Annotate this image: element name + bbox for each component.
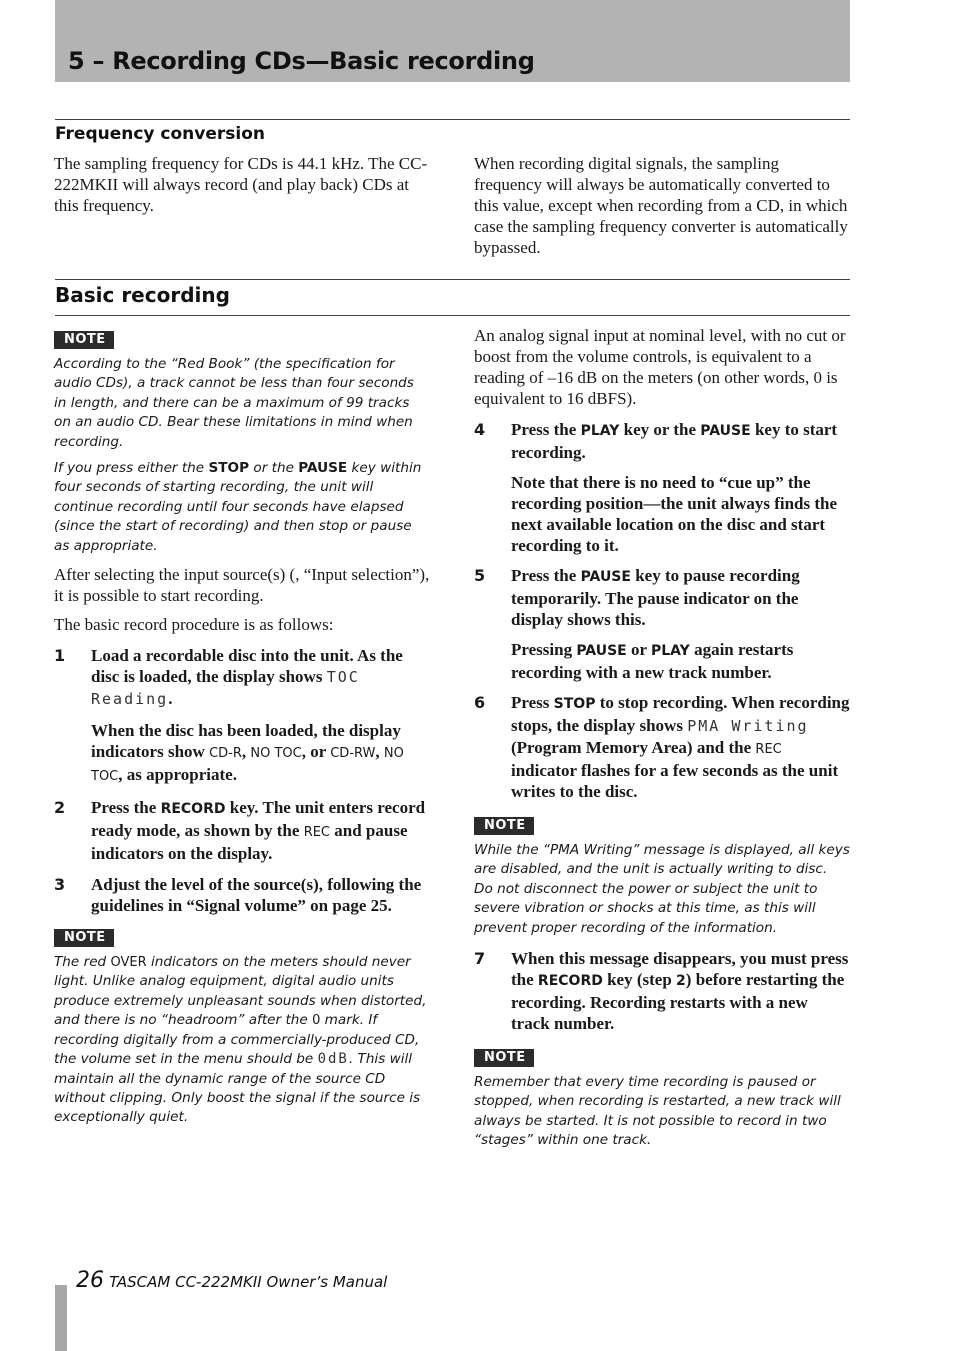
- footer-bar: [55, 1285, 67, 1351]
- note-badge: NOTE: [474, 1049, 534, 1067]
- section-heading-frequency-conversion: Frequency conversion: [55, 124, 266, 144]
- record-key-label: RECORD: [160, 801, 226, 818]
- note-new-track: Remember that every time recording is paused or stopped, when recording is restarted, a new track will always be started. It is not possible to record in two “stages” within one track.: [474, 1074, 841, 1149]
- chapter-title: 5 – Recording CDs—Basic recording: [68, 47, 535, 75]
- step-5: 5 Press the PAUSE key to pause recording temporarily. The pause indicator on the display shows this.: [474, 566, 800, 629]
- step-5-detail: Pressing PAUSE or PLAY again restarts recording with a new track number.: [511, 640, 794, 682]
- manual-title: TASCAM CC-222MKII Owner’s Manual: [109, 1273, 388, 1291]
- basic-recording-right-column: [474, 325, 850, 1151]
- lcd-text: PMA Writing: [687, 717, 809, 735]
- step-7: 7 When this message disappears, you must press the RECORD key (step 2) before restarting the recording. Recording restarts with a new track number.: [474, 949, 849, 1034]
- section-divider: [55, 279, 850, 280]
- note-stop-pause: If you press either the STOP or the PAUSE key within four seconds of starting recording, the unit will continue recording until four seconds have elapsed (since the start of recording) and then stop or pause as appropriate.: [54, 460, 422, 554]
- step-number: 5: [474, 566, 486, 585]
- step-number: 2: [54, 798, 66, 818]
- note-red-book: According to the “Red Book” (the specification for audio CDs), a track cannot be less than four seconds in length, and there can be a maximum of 99 tracks on an audio CD. Bear these limitations in mind when recording.: [54, 356, 414, 450]
- step-1: 1 Load a recordable disc into the unit. As the disc is loaded, the display shows TOC Reading.: [54, 646, 403, 709]
- step-1-detail: When the disc has been loaded, the display indicators show CD-R, NO TOC, or CD-RW, NO TOC, as appropriate.: [91, 721, 404, 785]
- page-footer: [76, 1268, 387, 1293]
- step-number: 6: [474, 693, 486, 712]
- step-number: 7: [474, 949, 486, 969]
- pause-key-label: PAUSE: [298, 460, 348, 477]
- stop-key-label: STOP: [208, 460, 250, 477]
- pause-key-label: PAUSE: [580, 569, 631, 585]
- step-2: 2 Press the RECORD key. The unit enters record ready mode, as shown by the REC and pause indicators on the display.: [54, 798, 426, 864]
- step-number: 3: [54, 875, 66, 895]
- note-badge: NOTE: [54, 929, 114, 947]
- stop-key-label: STOP: [553, 696, 596, 712]
- note-pma-writing: While the “PMA Writing” message is displayed, all keys are disabled, and the unit is actually writing to disc. Do not disconnect the power or subject the unit to severe vibration or shocks at this time, as this will prevent proper recording of the information.: [474, 842, 850, 936]
- note-badge: NOTE: [474, 817, 534, 835]
- step-6: 6 Press STOP to stop recording. When recording stops, the display shows PMA Writing (Program Memory Area) and the REC indicator flashes for a few seconds as the unit writes to the disc.: [474, 693, 850, 801]
- record-key-label: RECORD: [537, 973, 603, 990]
- step-4-detail: Note that there is no need to “cue up” the recording position—the unit always finds the next available location on the disc and start recording to it.: [511, 473, 838, 555]
- analog-level-paragraph: An analog signal input at nominal level, with no cut or boost from the volume controls, is equivalent to a reading of –16 dB on the meters (on other words, 0 is equivalent to 16 dBFS).: [474, 326, 846, 408]
- note-over-indicators: The red OVER indicators on the meters should never light. Unlike analog equipment, digital audio units produce extremely unpleasant sounds when distorted, and there is no “headroom” after the 0 mark. If recording digitally from a commercially-produced CD, the volume set in the menu should be 0dB. This will maintain all the dynamic range of the source CD without clipping. Only boost the signal if the source is exceptionally quiet.: [54, 954, 427, 1126]
- frequency-left-column: [54, 153, 430, 216]
- step-4: 4 Press the PLAY key or the PAUSE key to start recording.: [474, 420, 838, 462]
- play-key-label: PLAY: [580, 423, 620, 439]
- intro-paragraph: After selecting the input source(s) (, “Input selection”), it is possible to start recording.: [54, 565, 430, 606]
- step-number: 1: [54, 646, 66, 666]
- step-3: 3 Adjust the level of the source(s), following the guidelines in “Signal volume” on page 25.: [54, 875, 422, 916]
- step-number: 4: [474, 420, 486, 439]
- intro-paragraph: The basic record procedure is as follows:: [54, 615, 334, 635]
- section-divider: [55, 119, 850, 120]
- frequency-left-paragraph: The sampling frequency for CDs is 44.1 kHz. The CC-222MKII will always record (and play back) CDs at this frequency.: [54, 154, 428, 215]
- pause-key-label: PAUSE: [700, 423, 751, 439]
- section-heading-basic-recording: Basic recording: [55, 283, 230, 307]
- frequency-right-column: [474, 153, 850, 258]
- section-divider: [55, 315, 850, 316]
- frequency-right-paragraph: When recording digital signals, the sampling frequency will always be automatically converted to this value, except when recording from a CD, in which case the sampling frequency converter is automatically bypassed.: [474, 154, 848, 257]
- lcd-text: TOC Reading: [91, 668, 360, 709]
- page-number: 26: [76, 1268, 104, 1293]
- note-badge: NOTE: [54, 331, 114, 349]
- basic-recording-left-column: [54, 330, 430, 1128]
